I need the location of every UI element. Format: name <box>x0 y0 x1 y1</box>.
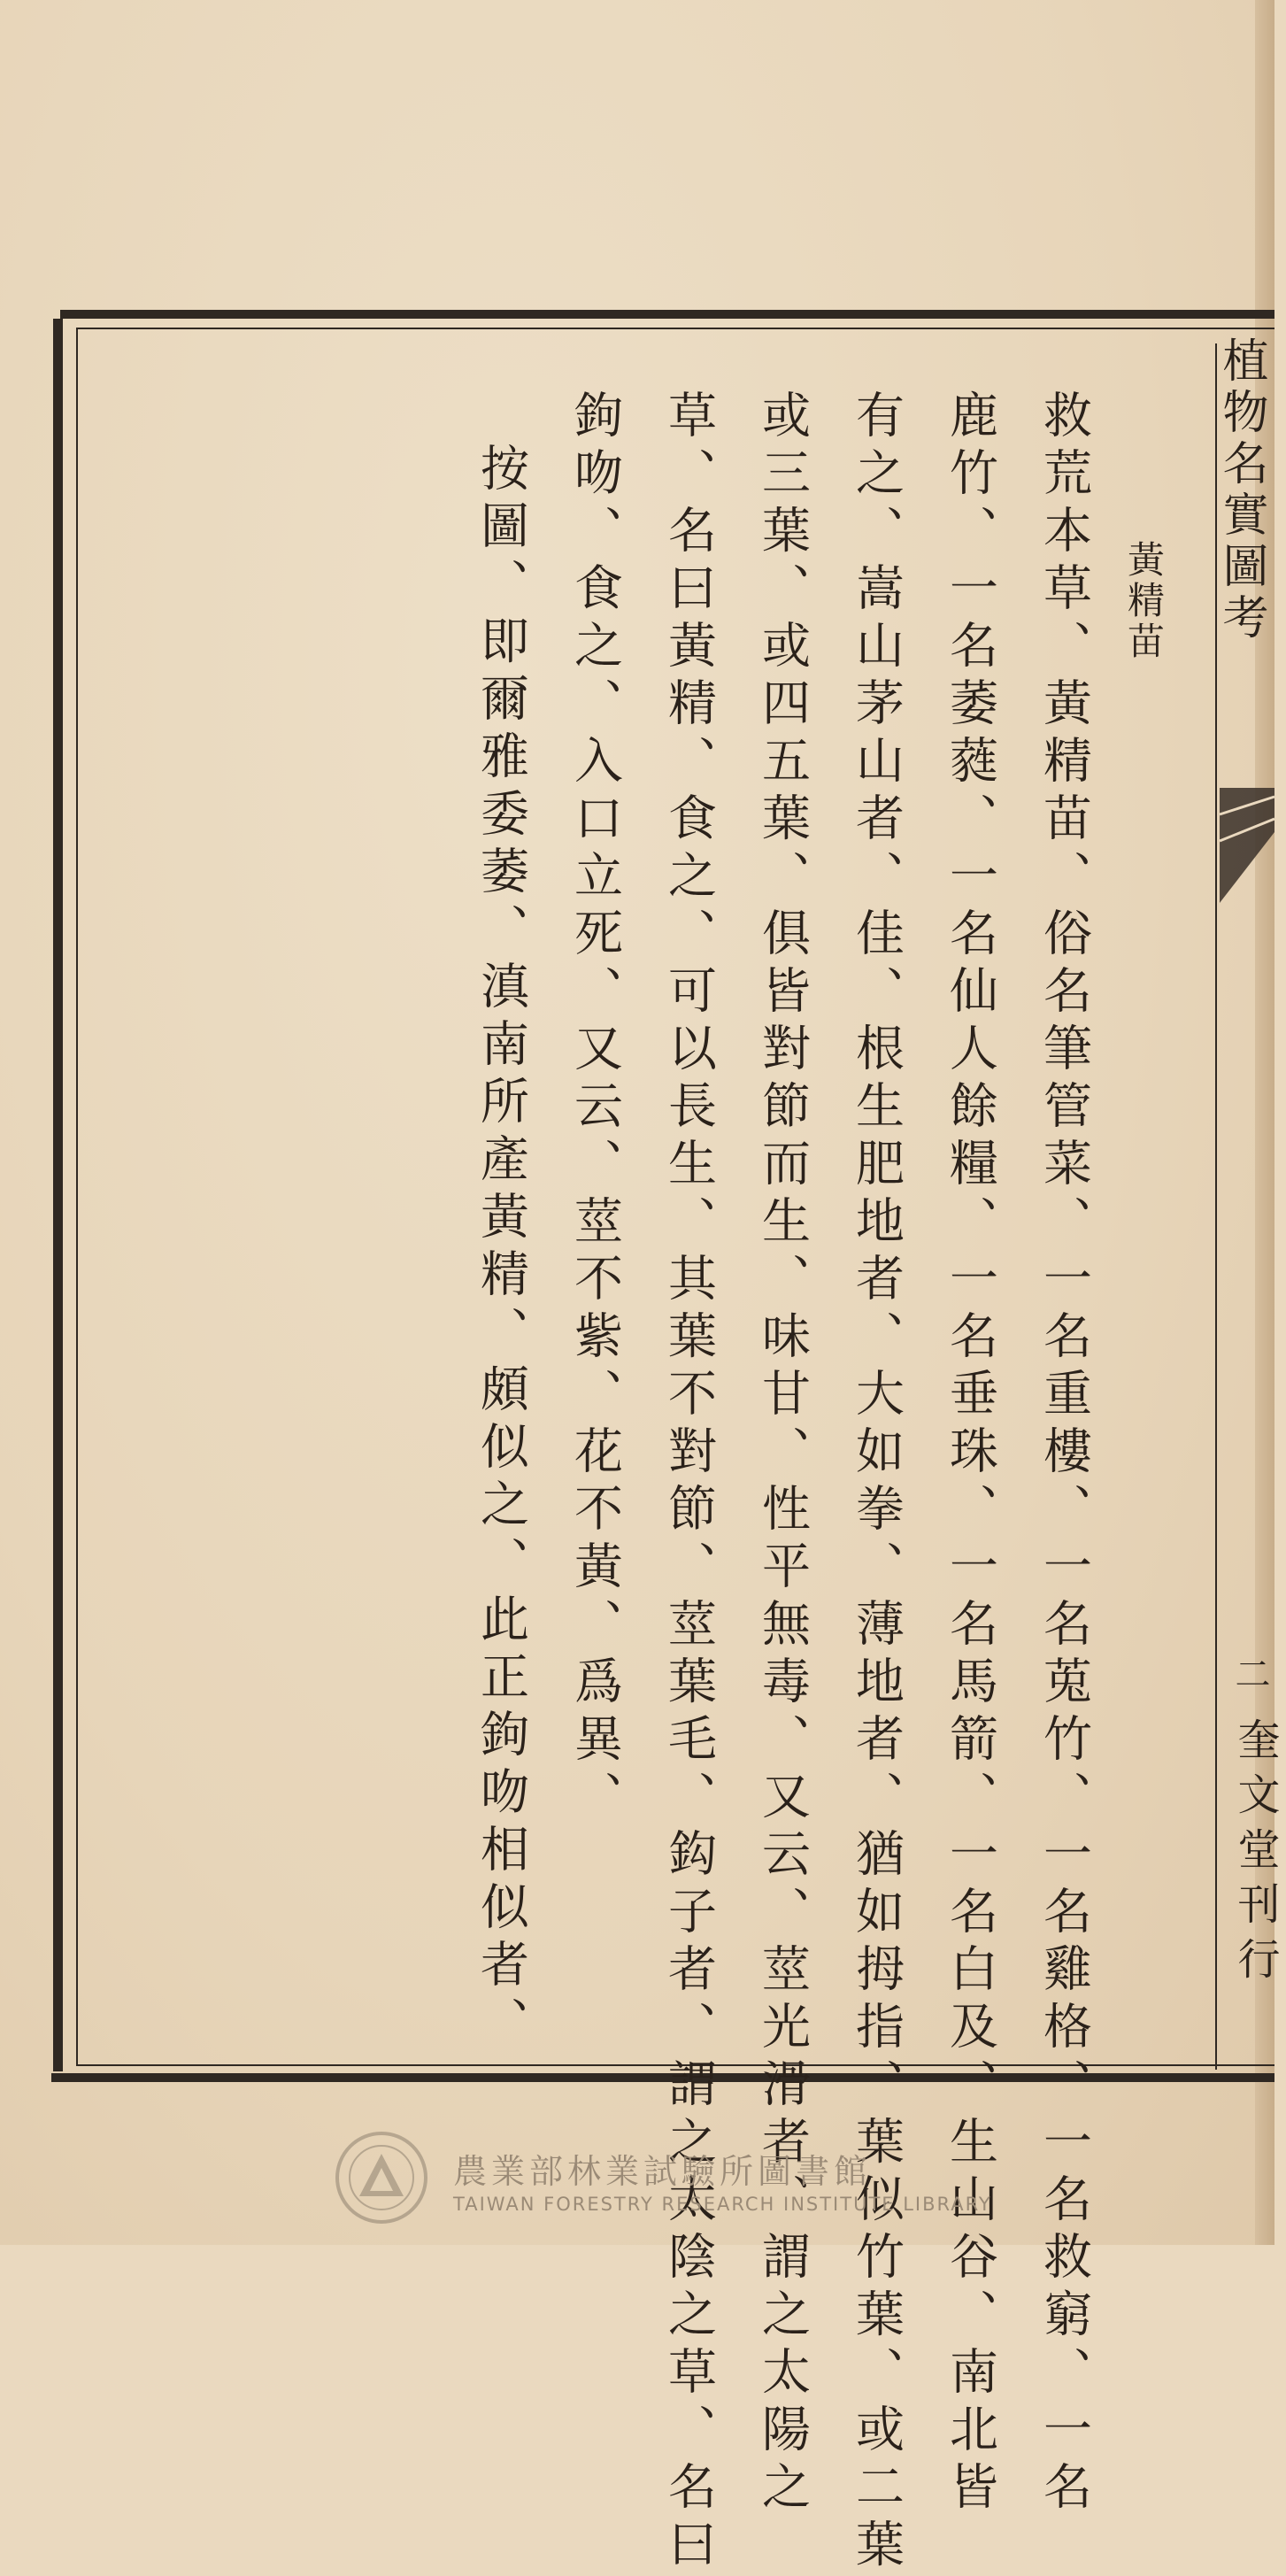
gutter-book-title: 植物名實圖考 <box>1214 336 1267 644</box>
frame-left-inner-rule <box>76 328 78 2064</box>
body-line: 有之、嵩山茅山者、佳、根生肥地者、大如拳、薄地者、猶如拇指、葉似竹葉、或二葉 <box>848 389 905 2576</box>
frame-left-rule <box>53 319 63 2071</box>
frame-top-inner-rule <box>78 328 1274 329</box>
entry-title: 黃精苗 <box>1122 540 1166 662</box>
gutter-publisher: 奎文堂刊行 <box>1230 1717 1280 1992</box>
gutter-page-number: 二 <box>1229 1655 1270 1691</box>
body-line: 鹿竹、一名萎蕤、一名仙人餘糧、一名垂珠、一名馬箭、一名白及、生山谷、南北皆 <box>942 389 998 2518</box>
body-line: 草、名曰黃精、食之、可以長生、其葉不對節、莖葉毛、鈎子者、謂之太陰之草、名曰 <box>660 389 717 2576</box>
body-line: 或三葉、或四五葉、俱皆對節而生、味甘、性平無毒、又云、莖光滑者、謂之太陽之 <box>754 389 811 2518</box>
fishtail-ornament-icon <box>1220 779 1274 947</box>
library-name-english: TAIWAN FORESTRY RESEARCH INSTITUTE LIBRARY <box>453 2194 992 2215</box>
body-line: 救荒本草、黃精苗、俗名筆管菜、一名重樓、一名莵竹、一名雞格、一名救窮、一名 <box>1036 389 1092 2518</box>
library-name-chinese: 農業部林業試驗所圖書館 <box>453 2152 873 2191</box>
body-line: 鉤吻、食之、入口立死、又云、莖不紫、花不黃、爲異、 <box>566 389 623 1828</box>
library-seal-icon <box>333 2129 430 2226</box>
frame-top-rule <box>60 310 1274 319</box>
note-line: 按圖、即爾雅委萎、滇南所產黃精、頗似之、此正鉤吻相似者、 <box>473 443 529 2054</box>
